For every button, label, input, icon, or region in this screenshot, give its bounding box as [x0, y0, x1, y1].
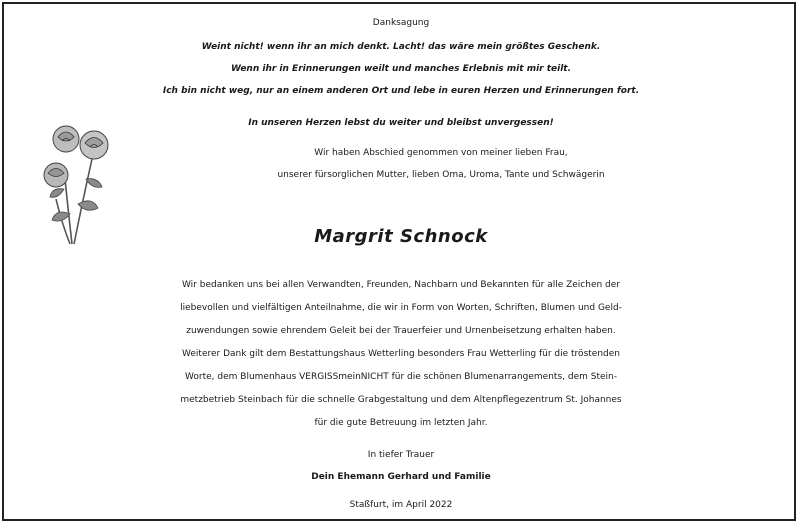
place-date: Staßfurt, im April 2022 — [349, 500, 453, 510]
deceased-name: Margrit Schnock — [314, 226, 488, 247]
intro-line-1: Wir haben Abschied genommen von meiner lieben Frau, — [314, 148, 568, 158]
body-line-4: Weiterer Dank gilt dem Bestattungshaus Wetterling besonders Frau Wetterling für die tröstenden — [182, 349, 620, 359]
rose-icon — [80, 131, 108, 159]
mourning-line: In tiefer Trauer — [367, 450, 435, 460]
poem-line-2: Wenn ihr in Erinnerungen weilt und manches Erlebnis mit mir teilt. — [230, 64, 572, 74]
heading: Danksagung — [372, 18, 430, 28]
signature: Dein Ehemann Gerhard und Familie — [311, 472, 491, 482]
body-line-1: Wir bedanken uns bei allen Verwandten, Freunden, Nachbarn und Bekannten für alle Zeichen der — [181, 280, 621, 290]
body-line-2: liebevollen und vielfältigen Anteilnahme, die wir in Form von Worten, Schriften, Blumen und Geld- — [180, 303, 622, 313]
rose-icon — [53, 126, 79, 152]
intro-line-2: unserer fürsorglichen Mutter, lieben Oma, Uroma, Tante und Schwägerin — [277, 170, 605, 180]
poem-line-3: Ich bin nicht weg, nur an einem anderen Ort und lebe in euren Herzen und Erinnerungen fort. — [162, 86, 640, 96]
body-line-3: zuwendungen sowie ehrendem Geleit bei der Trauerfeier und Urnenbeisetzung erhalten haben. — [186, 326, 616, 336]
obituary-card — [2, 2, 796, 521]
body-line-5: Worte, dem Blumenhaus VERGISSmeinNICHT für die schönen Blumenarrangements, dem Stein- — [185, 372, 617, 382]
motto: In unseren Herzen lebst du weiter und bleibst unvergessen! — [248, 118, 554, 128]
body-line-7: für die gute Betreuung im letzten Jahr. — [314, 418, 488, 428]
rose-icon — [44, 163, 68, 187]
body-line-6: metzbetrieb Steinbach für die schnelle Grabgestaltung und dem Altenpflegezentrum St. Johannes — [180, 395, 622, 405]
poem-line-1: Weint nicht! wenn ihr an mich denkt. Lacht! das wäre mein größtes Geschenk. — [201, 42, 601, 52]
